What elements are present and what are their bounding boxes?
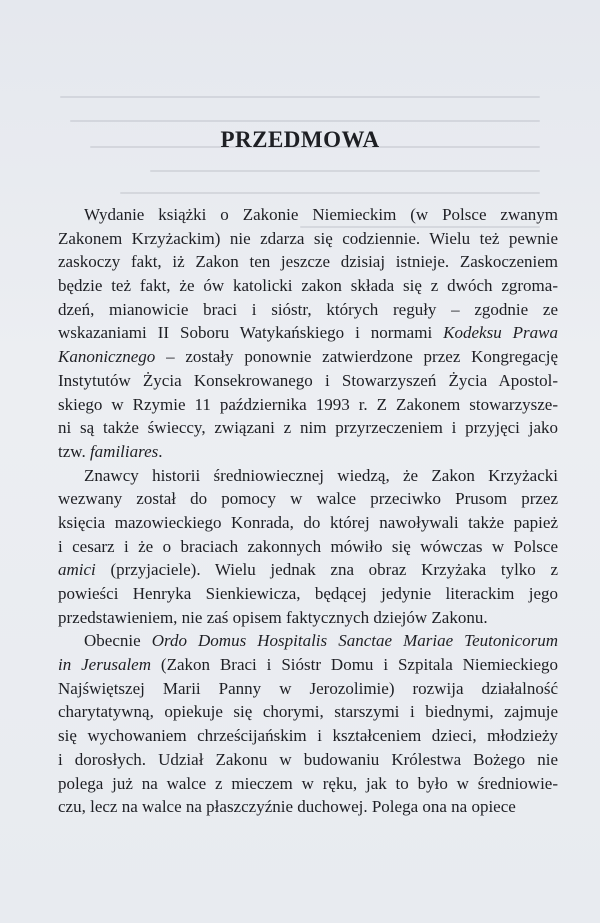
- text-run: skiego w Rzymie 11 października 1993 r. Z Zakonem stowarzysze-: [58, 394, 558, 414]
- text-run: (przyjaciele). Wielu jednak zna obraz Krzyżaka tylko z: [95, 560, 558, 580]
- text-run: zaskoczy fakt, iż Zakon ten jeszcze dzisiaj istnieje. Zaskoczeniem: [58, 252, 558, 272]
- text-run: Instytutów Życia Konsekrowanego i Stowarzyszeń Życia Apostol-: [58, 370, 558, 390]
- text-run: i cesarz i że o braciach zakonnych mówiło się wówczas w Polsce: [58, 536, 558, 556]
- text-line: [58, 795, 558, 819]
- text-line: [58, 203, 558, 227]
- italic-text: Kodeksu Prawa: [443, 323, 559, 343]
- text-line: [58, 250, 558, 274]
- text-run: się wychowaniem chrześcijańskim i kształceniem dzieci, młodzieży: [58, 726, 558, 746]
- text-run: – zostały ponownie zatwierdzone przez Kongregację: [155, 347, 558, 367]
- text-run: ni są także świeccy, związani z nim przyrzeczeniem i przyjęci jako: [58, 418, 558, 438]
- text-line: [58, 416, 558, 440]
- text-line: [58, 677, 558, 701]
- text-run: Znawcy historii średniowiecznej wiedzą, że Zakon Krzyżacki: [84, 465, 558, 485]
- text-line: [58, 393, 558, 417]
- text-line: [58, 298, 558, 322]
- text-line: [58, 440, 558, 464]
- text-line: [58, 345, 558, 369]
- text-run: (Zakon Braci i Sióstr Domu i Szpitala Niemieckiego: [151, 655, 559, 675]
- text-line: [58, 227, 558, 251]
- text-line: [58, 558, 558, 582]
- body-text: [58, 203, 558, 819]
- text-line: [58, 772, 558, 796]
- text-line: [58, 606, 558, 630]
- text-run: i dorosłych. Udział Zakonu w budowaniu Królestwa Bożego nie: [58, 749, 558, 769]
- text-line: [58, 748, 558, 772]
- text-line: [58, 700, 558, 724]
- text-line: [58, 629, 558, 653]
- text-run: księcia mazowieckiego Konrada, do której nawoływali także papież: [58, 512, 558, 532]
- text-line: [58, 535, 558, 559]
- text-run: Obecnie: [84, 631, 152, 651]
- italic-text: familiares: [89, 441, 159, 461]
- text-run: charytatywną, opiekuje się chorymi, starszymi i biednymi, zajmuje: [58, 702, 558, 722]
- italic-text: Kanonicznego: [58, 347, 156, 367]
- text-run: Najświętszej Marii Panny w Jerozolimie) rozwija działalność: [58, 678, 558, 698]
- text-line: [58, 582, 558, 606]
- italic-text: Ordo Domus Hospitalis Sanctae Mariae Teutonicorum: [151, 631, 559, 651]
- text-run: wskazaniami II Soboru Watykańskiego i normami: [58, 323, 444, 343]
- text-run: dzeń, mianowicie braci i sióstr, których reguły – zgodnie ze: [58, 299, 558, 319]
- text-line: [58, 369, 558, 393]
- italic-text: amici: [58, 560, 96, 580]
- text-run: będzie też fakt, że ów katolicki zakon składa się z dwóch zgroma-: [58, 276, 558, 296]
- text-run: przedstawieniem, nie zaś opisem faktycznych dziejów Zakonu.: [58, 607, 488, 627]
- page-title: PRZEDMOWA: [220, 127, 380, 152]
- text-line: [58, 653, 558, 677]
- text-run: wezwany został do pomocy w walce przeciwko Prusom przez: [58, 489, 558, 509]
- text-run: Wydanie książki o Zakonie Niemieckim (w Polsce zwanym: [84, 205, 558, 224]
- text-run: polega już na walce z mieczem w ręku, jak to było w średniowie-: [58, 773, 558, 793]
- text-run: czu, lecz na walce na płaszczyźnie duchowej. Polega ona na opiece: [58, 797, 516, 817]
- text-line: [58, 724, 558, 748]
- text-line: [58, 274, 558, 298]
- text-run: .: [158, 441, 163, 461]
- italic-text: in Jerusalem: [58, 655, 152, 675]
- text-run: powieści Henryka Sienkiewicza, będącej jedynie literackim jego: [58, 584, 558, 603]
- text-line: [58, 511, 558, 535]
- text-run: Zakonem Krzyżackim) nie zdarza się codziennie. Wielu też pewnie: [58, 228, 558, 248]
- text-line: [58, 464, 558, 488]
- text-line: [58, 321, 558, 345]
- text-run: tzw.: [58, 441, 90, 461]
- text-line: [58, 487, 558, 511]
